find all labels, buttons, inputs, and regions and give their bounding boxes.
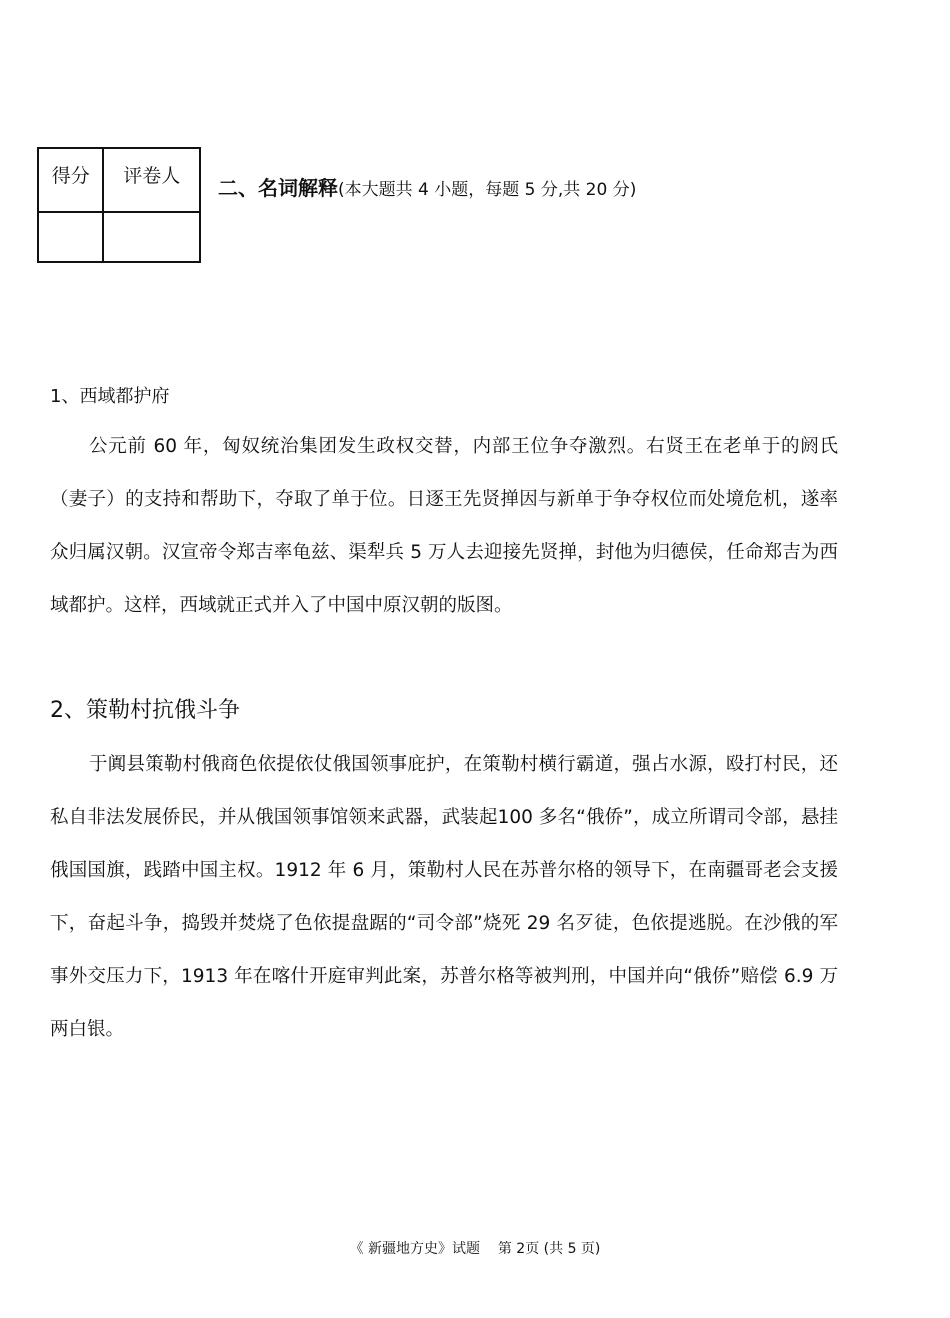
section-heading — [218, 172, 636, 201]
term-answer-1: 公元前 60 年，匈奴统治集团发生政权交替，内部王位争夺激烈。右贤王在老单于的阏氏（妻子）的支持和帮助下，夺取了单于位。日逐王先贤掸因与新单于争夺权位而处境危机，遂率众归属汉朝。汉宣帝令郑吉率龟兹、渠犁兵 5 万人去迎接先贤掸，封他为归德侯，任命郑吉为西域都护。这样，西域就正式并入了中国中原汉朝的版图。 — [50, 436, 838, 616]
page-footer: 《 新疆地方史》试题 第 2页 (共 5 页) — [349, 1241, 601, 1257]
section-note: (本大题共 4 小题，每题 5 分,共 20 分) — [338, 180, 637, 200]
grader-label: 评卷人 — [103, 148, 200, 212]
term-answer-2: 于阗县策勒村俄商色依提依仗俄国领事庇护，在策勒村横行霸道，强占水源，殴打村民，还私自非法发展侨民，并从俄国领事馆领来武器，武装起100 多名“俄侨”，成立所谓司令部，悬挂俄国国旗，践踏中国主权。1912 年 6 月，策勒村人民在苏普尔格的领导下，在南疆哥老会支援下，奋起斗争，捣毁并焚烧了色依提盘踞的“司令部”烧死 29 名歹徒，色依提逃脱。在沙俄的军事外交压力下，1913 年在喀什开庭审判此案，苏普尔格等被判刑，中国并向“俄侨”赔偿 6.9 万两白银。 — [50, 754, 838, 1040]
section-title: 二、名词解释 — [218, 176, 338, 200]
score-label: 得分 — [38, 148, 103, 212]
score-entry-cell[interactable] — [38, 212, 103, 262]
score-table-header-row — [38, 148, 200, 212]
score-table — [37, 147, 201, 263]
term-title-1: 1、西域都护府 — [50, 386, 170, 407]
term-title-2: 2、策勒村抗俄斗争 — [50, 698, 240, 723]
score-table-entry-row — [38, 212, 200, 262]
grader-entry-cell[interactable] — [103, 212, 200, 262]
